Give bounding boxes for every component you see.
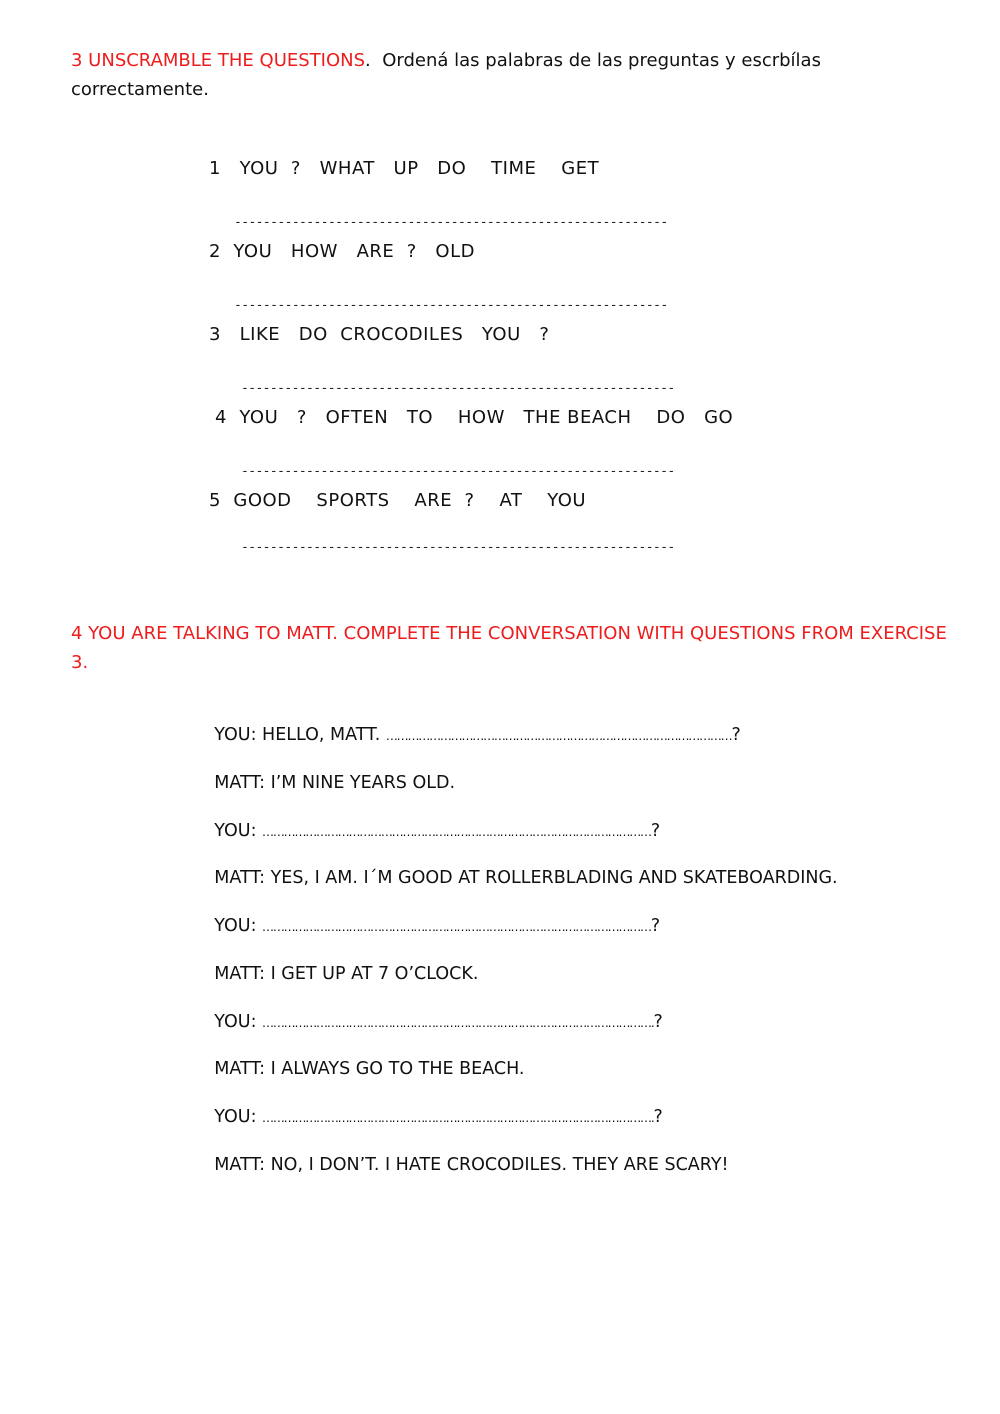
exercise-3-heading <box>71 46 931 104</box>
exercise-3-instruction: Ordená las palabras de las preguntas y escrbílas correctamente. <box>71 50 821 100</box>
scrambled-question-1: 1 YOU ? WHAT UP DO TIME GET <box>209 158 600 179</box>
answer-blank[interactable]: ……………………………………………………………………………………………… <box>262 825 651 839</box>
scrambled-question-2: 2 YOU HOW ARE ? OLD <box>209 241 475 262</box>
answer-line-2[interactable]: ------------------------------------------------------------ <box>234 298 668 313</box>
answer-blank[interactable]: …………………………………………………………………………………… <box>385 729 732 743</box>
line-text: MATT: I ALWAYS GO TO THE BEACH. <box>214 1059 525 1079</box>
answer-line-4[interactable]: ------------------------------------------------------------ <box>241 464 675 479</box>
scrambled-question-4: 4 YOU ? OFTEN TO HOW THE BEACH DO GO <box>215 407 734 428</box>
exercise-3-title: 3 UNSCRAMBLE THE QUESTIONS <box>71 50 366 71</box>
conversation-line-10 <box>192 1135 729 1195</box>
line-text: MATT: YES, I AM. I´M GOOD AT ROLLERBLADING AND SKATEBOARDING. <box>214 868 838 888</box>
answer-line-5[interactable]: ------------------------------------------------------------ <box>241 540 675 555</box>
question-mark: ? <box>653 1012 663 1032</box>
exercise-4-heading: 4 YOU ARE TALKING TO MATT. COMPLETE THE CONVERSATION WITH QUESTIONS FROM EXERCISE 3. <box>71 623 947 673</box>
exercise-3-title-period: . <box>365 50 371 71</box>
answer-blank[interactable]: ………………………………………………………………………………………………. <box>262 1016 654 1030</box>
line-text: MATT: I GET UP AT 7 O’CLOCK. <box>214 964 479 984</box>
line-text: YOU: <box>214 821 263 841</box>
scrambled-question-3: 3 LIKE DO CROCODILES YOU ? <box>209 324 550 345</box>
line-text: YOU: <box>214 1107 263 1127</box>
answer-blank[interactable]: ……………………………………………………………………………………………… <box>262 920 651 934</box>
answer-line-3[interactable]: ------------------------------------------------------------ <box>241 381 675 396</box>
line-text: YOU: HELLO, MATT. <box>214 725 386 745</box>
question-mark: ? <box>650 821 661 841</box>
question-mark: ? <box>653 1107 663 1127</box>
line-text: MATT: I’M NINE YEARS OLD. <box>214 773 456 793</box>
scrambled-question-5: 5 GOOD SPORTS ARE ? AT YOU <box>209 490 587 511</box>
answer-line-1[interactable]: ------------------------------------------------------------ <box>234 215 668 230</box>
line-text: MATT: NO, I DON’T. I HATE CROCODILES. THEY ARE SCARY! <box>214 1155 729 1175</box>
question-mark: ? <box>650 916 661 936</box>
line-text: YOU: <box>214 1012 263 1032</box>
question-mark: ? <box>731 725 741 745</box>
line-text: YOU: <box>214 916 263 936</box>
answer-blank[interactable]: ………………………………………………………………………………………………. <box>262 1111 654 1125</box>
